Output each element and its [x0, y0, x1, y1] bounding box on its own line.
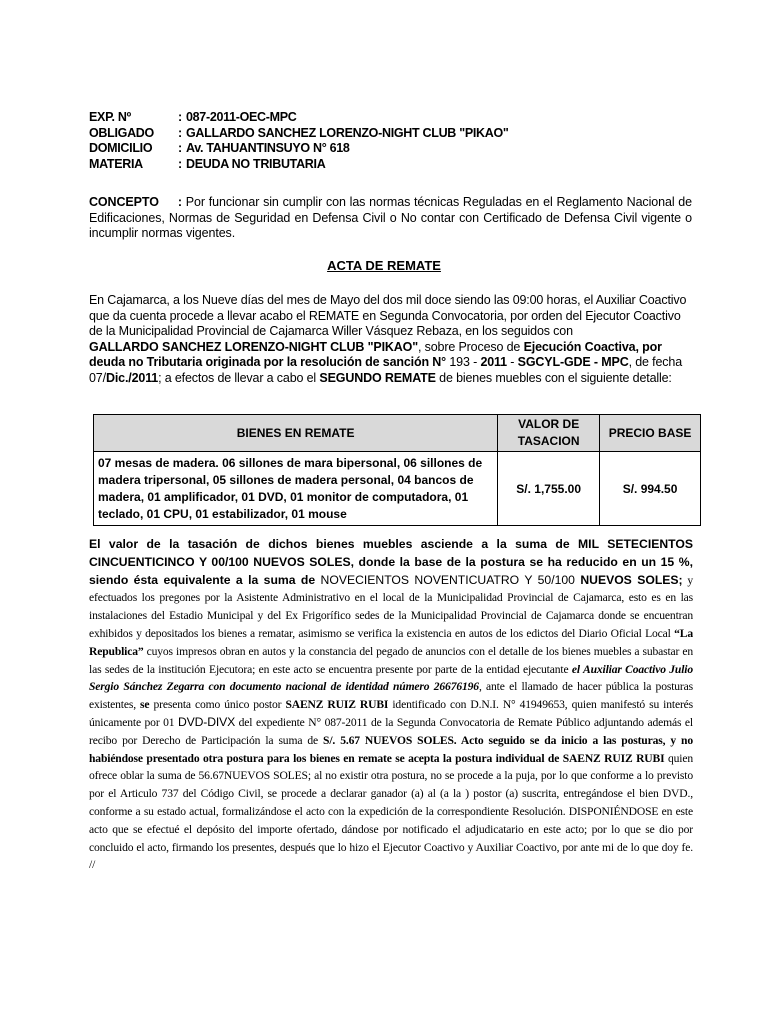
cell-bienes: 07 mesas de madera. 06 sillones de mara bipersonal, 06 sillones de madera tripersonal, 05 sillones de madera personal, 04 bancos de madera, 01 amplificador, 01 DVD, 01 monitor de computadora, 01 teclado, 01 CPU, 01 estabilizador, 01 mouse [94, 452, 498, 526]
intro-text: 193 - [449, 355, 478, 369]
body-text: y efectuados los pregones por la Asistente Administrativo en el local de la Municipalidad Provincial de Cajamarca, esto es en las instalaciones del Estadio Municipal y del Ex Frigorífico sedes de la Municipalidad Provincial de Cajamarca donde se encuentran exhibidos y depositados los bienes a rematar, asimismo se verifica la existencia en autos de los edictos del Diario Oficial Local [89, 573, 694, 640]
header-row-exp [89, 110, 649, 126]
body-bold-text: El valor de la tasación de dichos bienes muebles asciende a la suma de MIL SETECIENTOS CINCUENTICINCO Y 00/100 NUEVOS SOLES, donde la base de la postura se ha reducido en un 15 %, siendo ésta equivalente a la suma de [89, 537, 693, 587]
valuation-sentence [89, 537, 693, 587]
intro-text: , de fecha 07/ [89, 355, 682, 385]
header-value: 087-2011-OEC-MPC [186, 110, 297, 124]
body-bold-text: SAENZ RUIZ RUBI [285, 698, 389, 712]
intro-text: En Cajamarca, a los Nueve días del mes de Mayo del dos mil doce siendo las 09:00 horas, el Auxiliar Coactivo que da cuenta procede a llevar acabo el REMATE en Segunda Convocatoria, por orden del Ejecutor Coactivo de la Municipalidad Provincial de Cajamarca Willer Vásquez Rebaza, en los seguidos con [89, 293, 687, 338]
concepto-separator: : [177, 195, 182, 209]
header-separator: : [178, 141, 182, 155]
intro-bold-ejecucion: Ejecución Coactiva, por deuda no Tributaria originada por la resolución de sanción N° [89, 339, 662, 369]
header-value: Av. TAHUANTINSUYO N° 618 [186, 141, 350, 155]
body-bold-text: NUEVOS SOLES; [580, 572, 683, 587]
body-bold-text: S/. 5.67 NUEVOS SOLES. Acto seguido se da inicio a las posturas, y no habiéndose presentado otra postura para los bienes en remate se acepta la postura individual de SAENZ RUIZ RUBI [89, 733, 694, 765]
intro-bold-date: Dic./2011 [105, 370, 159, 385]
acta-title: ACTA DE REMATE [327, 258, 441, 273]
body-paragraph [89, 536, 693, 874]
cell-valor-tasacion: S/. 1,755.00 [498, 452, 600, 526]
header-separator: : [178, 156, 182, 171]
body-text: identificado con D.N.I. N° 41949653, quien manifestó su interés únicamente por 01 [89, 698, 694, 729]
body-text: , ante el llamado de hacer pública la posturas existentes, [89, 680, 693, 712]
table-header-row [94, 415, 701, 452]
header-separator: : [178, 110, 182, 124]
concepto-label: CONCEPTO [89, 195, 159, 209]
table-row [94, 452, 701, 526]
intro-text: - [510, 355, 515, 369]
intro-bold-year: 2011 [480, 355, 507, 369]
intro-text: ; a efectos de llevar a cabo el [158, 370, 317, 385]
cell-precio-base: S/. 994.50 [600, 452, 701, 526]
column-header-valor: VALOR DE TASACION [498, 415, 600, 452]
body-text: cuyos impresos obran en autos y la constancia del pegado de anuncios con el detalle de los bienes muebles a subastar en las sedes de la institución Ejecutora; en este acto se encuentra presente por parte de la entidad ejecutante [89, 644, 693, 676]
header-row-domicilio [89, 141, 649, 157]
intro-text: de bienes muebles con el siguiente detalle: [435, 370, 672, 385]
body-text: quien ofrece oblar la suma de 56.67NUEVOS SOLES; al no existir otra postura, no se procede a la puja, por lo que conforme a lo previsto por el Articulo 737 del Código Civil, se procede a declarar ganador (a) al (a la ) postor (a) suscrita, entregándose el bien DVD., conforme a su estado actual, formalizándose el acto con la expedición de la correspondiente Resolución. DISPONIÉNDOSE en este acto que se efectué el depósito del importe ofertado, dándose por notificado el adjudicatario en este acto; por lo que se dio por concluido el acto, firmando los presentes, después que lo hizo el Ejecutor Coactivo y Auxiliar Coactivo, por ante mi de lo que doy fe. // [89, 751, 693, 872]
concepto-paragraph [89, 195, 692, 242]
body-bold-text: se [140, 698, 150, 712]
header-row-obligado [89, 126, 649, 142]
header-separator: : [178, 125, 182, 140]
intro-bold-obligado: GALLARDO SANCHEZ LORENZO-NIGHT CLUB "PIKAO" [89, 339, 418, 354]
header-value: DEUDA NO TRIBUTARIA [186, 156, 326, 171]
intro-bold-segundo-remate: SEGUNDO REMATE [319, 370, 436, 385]
concepto-text: Por funcionar sin cumplir con las normas técnicas Reguladas en el Reglamento Nacional de Edificaciones, Normas de Seguridad en Defensa Civil o No contar con Certificado de Defensa Civil vigente o incumplir normas vigentes. [89, 195, 693, 240]
bienes-table [93, 414, 701, 526]
body-text: NOVECIENTOS NOVENTICUATRO Y 50/100 [320, 572, 575, 587]
body-bold-text: “La Republica” [89, 626, 693, 658]
body-text: presenta como único postor [153, 698, 282, 712]
header-label: DOMICILIO [89, 141, 153, 155]
intro-text: , sobre Proceso de [418, 339, 521, 354]
column-header-bienes: BIENES EN REMATE [94, 415, 498, 452]
case-header [89, 110, 649, 172]
header-row-materia [89, 157, 649, 173]
body-text: del expediente N° 087-2011 de la Segunda Convocatoria de Remate Público adjuntando además el recibo por Derecho de Participación la suma de [89, 715, 693, 747]
header-label: EXP. Nº [89, 110, 131, 124]
intro-paragraph [89, 293, 695, 386]
header-value: GALLARDO SANCHEZ LORENZO-NIGHT CLUB "PIKAO" [186, 125, 509, 140]
intro-bold-code: SGCYL-GDE - MPC [517, 355, 629, 369]
body-bold-italic-text: el Auxiliar Coactivo Julio Sergio Sánchez Zegarra con documento nacional de identidad número 26676196 [89, 662, 694, 694]
header-label: OBLIGADO [89, 125, 154, 140]
column-header-precio: PRECIO BASE [600, 415, 701, 452]
body-text: DVD-DIVX [178, 714, 236, 729]
header-label: MATERIA [89, 156, 143, 171]
